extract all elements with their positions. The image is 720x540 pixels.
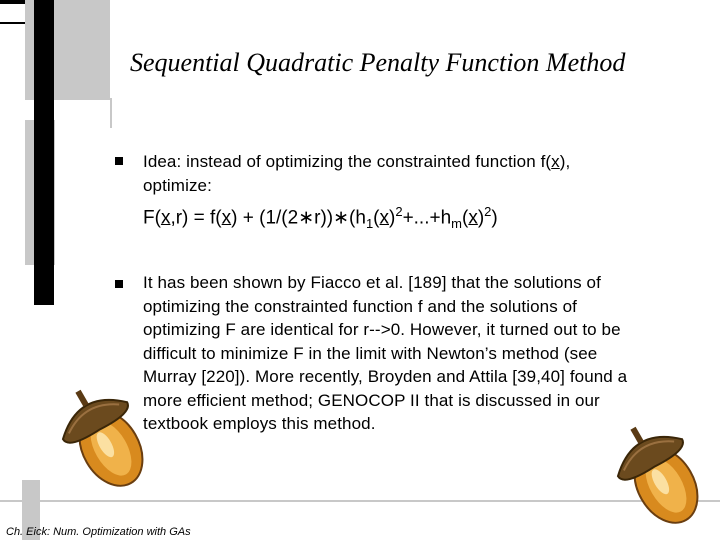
bullet-1-line2: optimize: xyxy=(143,175,212,195)
page-title: Sequential Quadratic Penalty Function Method xyxy=(130,48,626,77)
formula-part: (h xyxy=(349,207,366,229)
bullet-1-text xyxy=(143,150,683,197)
bullet-2-text xyxy=(143,271,713,436)
bullet-1-var: x xyxy=(551,152,560,171)
formula-part: ( xyxy=(373,207,380,229)
formula-subscript: 1 xyxy=(365,216,374,232)
bullet-2-line: textbook employs this method. xyxy=(143,414,376,433)
bullet-square-icon xyxy=(115,153,125,163)
footer-note: Ch. Eick: Num. Optimization with GAs xyxy=(6,526,191,538)
formula-var: x xyxy=(160,207,171,229)
formula-part: ) xyxy=(389,207,396,229)
formula-part: ,r) = f( xyxy=(170,207,222,229)
bullet-1-line1-suffix: ), xyxy=(559,152,571,171)
formula-var: x xyxy=(221,207,232,229)
bullet-2-line: It has been shown by Fiacco et al. [189] that the solutions of xyxy=(143,273,601,292)
bullet-2-line: more efficient method; GENOCOP II that is discussed in our xyxy=(143,390,600,410)
formula-part: ) + (1/(2 xyxy=(231,207,299,229)
formula-part: ( xyxy=(462,207,469,229)
formula-part: r)) xyxy=(314,207,334,229)
decor-bar-gray-under-title xyxy=(110,98,112,128)
bullet-2-line: optimizing the constrainted function f and the solutions of xyxy=(143,296,577,316)
penalty-formula xyxy=(143,204,498,231)
decor-bar-black-tick xyxy=(0,22,25,24)
formula-var: x xyxy=(468,207,478,229)
bullet-2-line: Murray [220]). More recently, Broyden and Attila [39,40] found a xyxy=(143,367,628,386)
formula-var: x xyxy=(379,207,389,229)
decor-bar-black-top xyxy=(0,0,25,4)
formula-superscript: 2 xyxy=(395,204,403,219)
formula-part: ) xyxy=(491,207,498,229)
formula-star: ∗ xyxy=(333,207,350,229)
acorn-icon xyxy=(605,415,715,535)
bullet-2-line: difficult to minimize F in the limit with Newton’s method (see xyxy=(143,343,598,363)
formula-subscript: m xyxy=(451,216,463,232)
formula-superscript: 2 xyxy=(484,204,492,219)
bullet-1-line1-prefix: Idea: instead of optimizing the constrainted function f( xyxy=(143,152,552,171)
formula-part: ) xyxy=(477,207,485,229)
acorn-icon xyxy=(50,378,160,498)
formula-part: +...+h xyxy=(402,207,452,229)
decor-bar-black-left xyxy=(34,0,54,305)
formula-part: F( xyxy=(143,207,161,229)
bullet-2-line: optimizing F are identical for r-->0. However, it turned out to be xyxy=(143,320,621,339)
bullet-square-icon xyxy=(115,276,125,286)
formula-star: ∗ xyxy=(298,207,315,229)
